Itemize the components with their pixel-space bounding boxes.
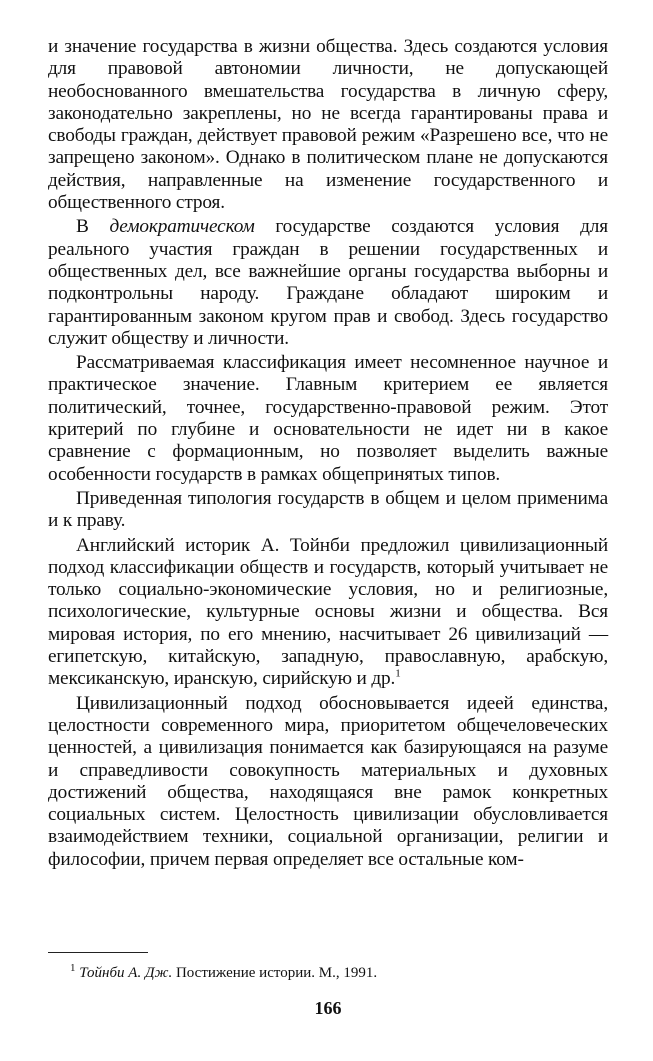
page-number: 166 (314, 998, 342, 1018)
book-page (48, 36, 608, 1036)
paragraph (48, 488, 608, 533)
emphasis-term: демократическом (109, 216, 255, 238)
footnote-divider (48, 952, 148, 953)
paragraph (48, 693, 608, 871)
paragraph-lead: В (76, 216, 110, 238)
footnote-reference: 1 (395, 667, 401, 680)
paragraph (48, 352, 608, 486)
footnote-mark: 1 (70, 962, 76, 974)
paragraph-text: Приведенная типология государств в общем и целом применима и к праву. (48, 487, 608, 532)
footnote (70, 964, 610, 982)
paragraph-text: государстве создаются условия для реального участия граждан в решении государственных и общественных дел, все важнейшие органы государства выборны и подконтрольны народу. Граждане обладают широким и гарантированным законом кругом прав и свобод. Здесь государство служит обществу и личности. (48, 216, 608, 349)
paragraph (48, 535, 608, 691)
footnote-author: Тойнби А. Дж. (79, 965, 173, 981)
paragraph (48, 36, 608, 214)
footnote-text: Постижение истории. М., 1991. (172, 965, 378, 981)
paragraph (48, 216, 608, 350)
main-text (48, 36, 608, 871)
paragraph-text: Английский историк А. Тойнби предложил цивилизационный подход классификации обществ и государств, который учитывает не только социально-экономические условия, но и религиозные, психологические, культурные основы жизни и общества. Вся мировая история, по его мнению, насчитывает 26 цивилизаций — египетскую, китайскую, западную, православную, арабскую, мексиканскую, иранскую, сирийскую и др. (48, 534, 608, 690)
paragraph-text: Рассматриваемая классификация имеет несомненное научное и практическое значение. Главным критерием ее является политический, точнее, государственно-правовой режим. Этот критерий по глубине и основательности не идет ни в какое сравнение с формационным, но позволяет выделить важные особенности государств в рамках общепринятых типов. (48, 352, 608, 485)
paragraph-text: Цивилизационный подход обосновывается идеей единства, целостности современного мира, приоритетом общечеловеческих ценностей, а цивилизация понимается как базирующаяся на разуме и справедливости совокупность материальных и духовных достижений общества, находящаяся вне рамок конкретных социальных систем. Целостность цивилизации обусловливается взаимодействием техники, социальной организации, религии и философии, причем первая определяет все остальные ком- (48, 692, 608, 870)
paragraph-text: и значение государства в жизни общества. Здесь создаются условия для правовой автономии личности, не допускающей необоснованного вмешательства государства в личную сферу, законодательно закреплены, но не всегда гарантированы права и свободы граждан, действует правовой режим «Разрешено все, что не запрещено законом». Однако в политическом плане не допускаются действия, направленные на изменение государственного и общественного строя. (48, 36, 608, 214)
